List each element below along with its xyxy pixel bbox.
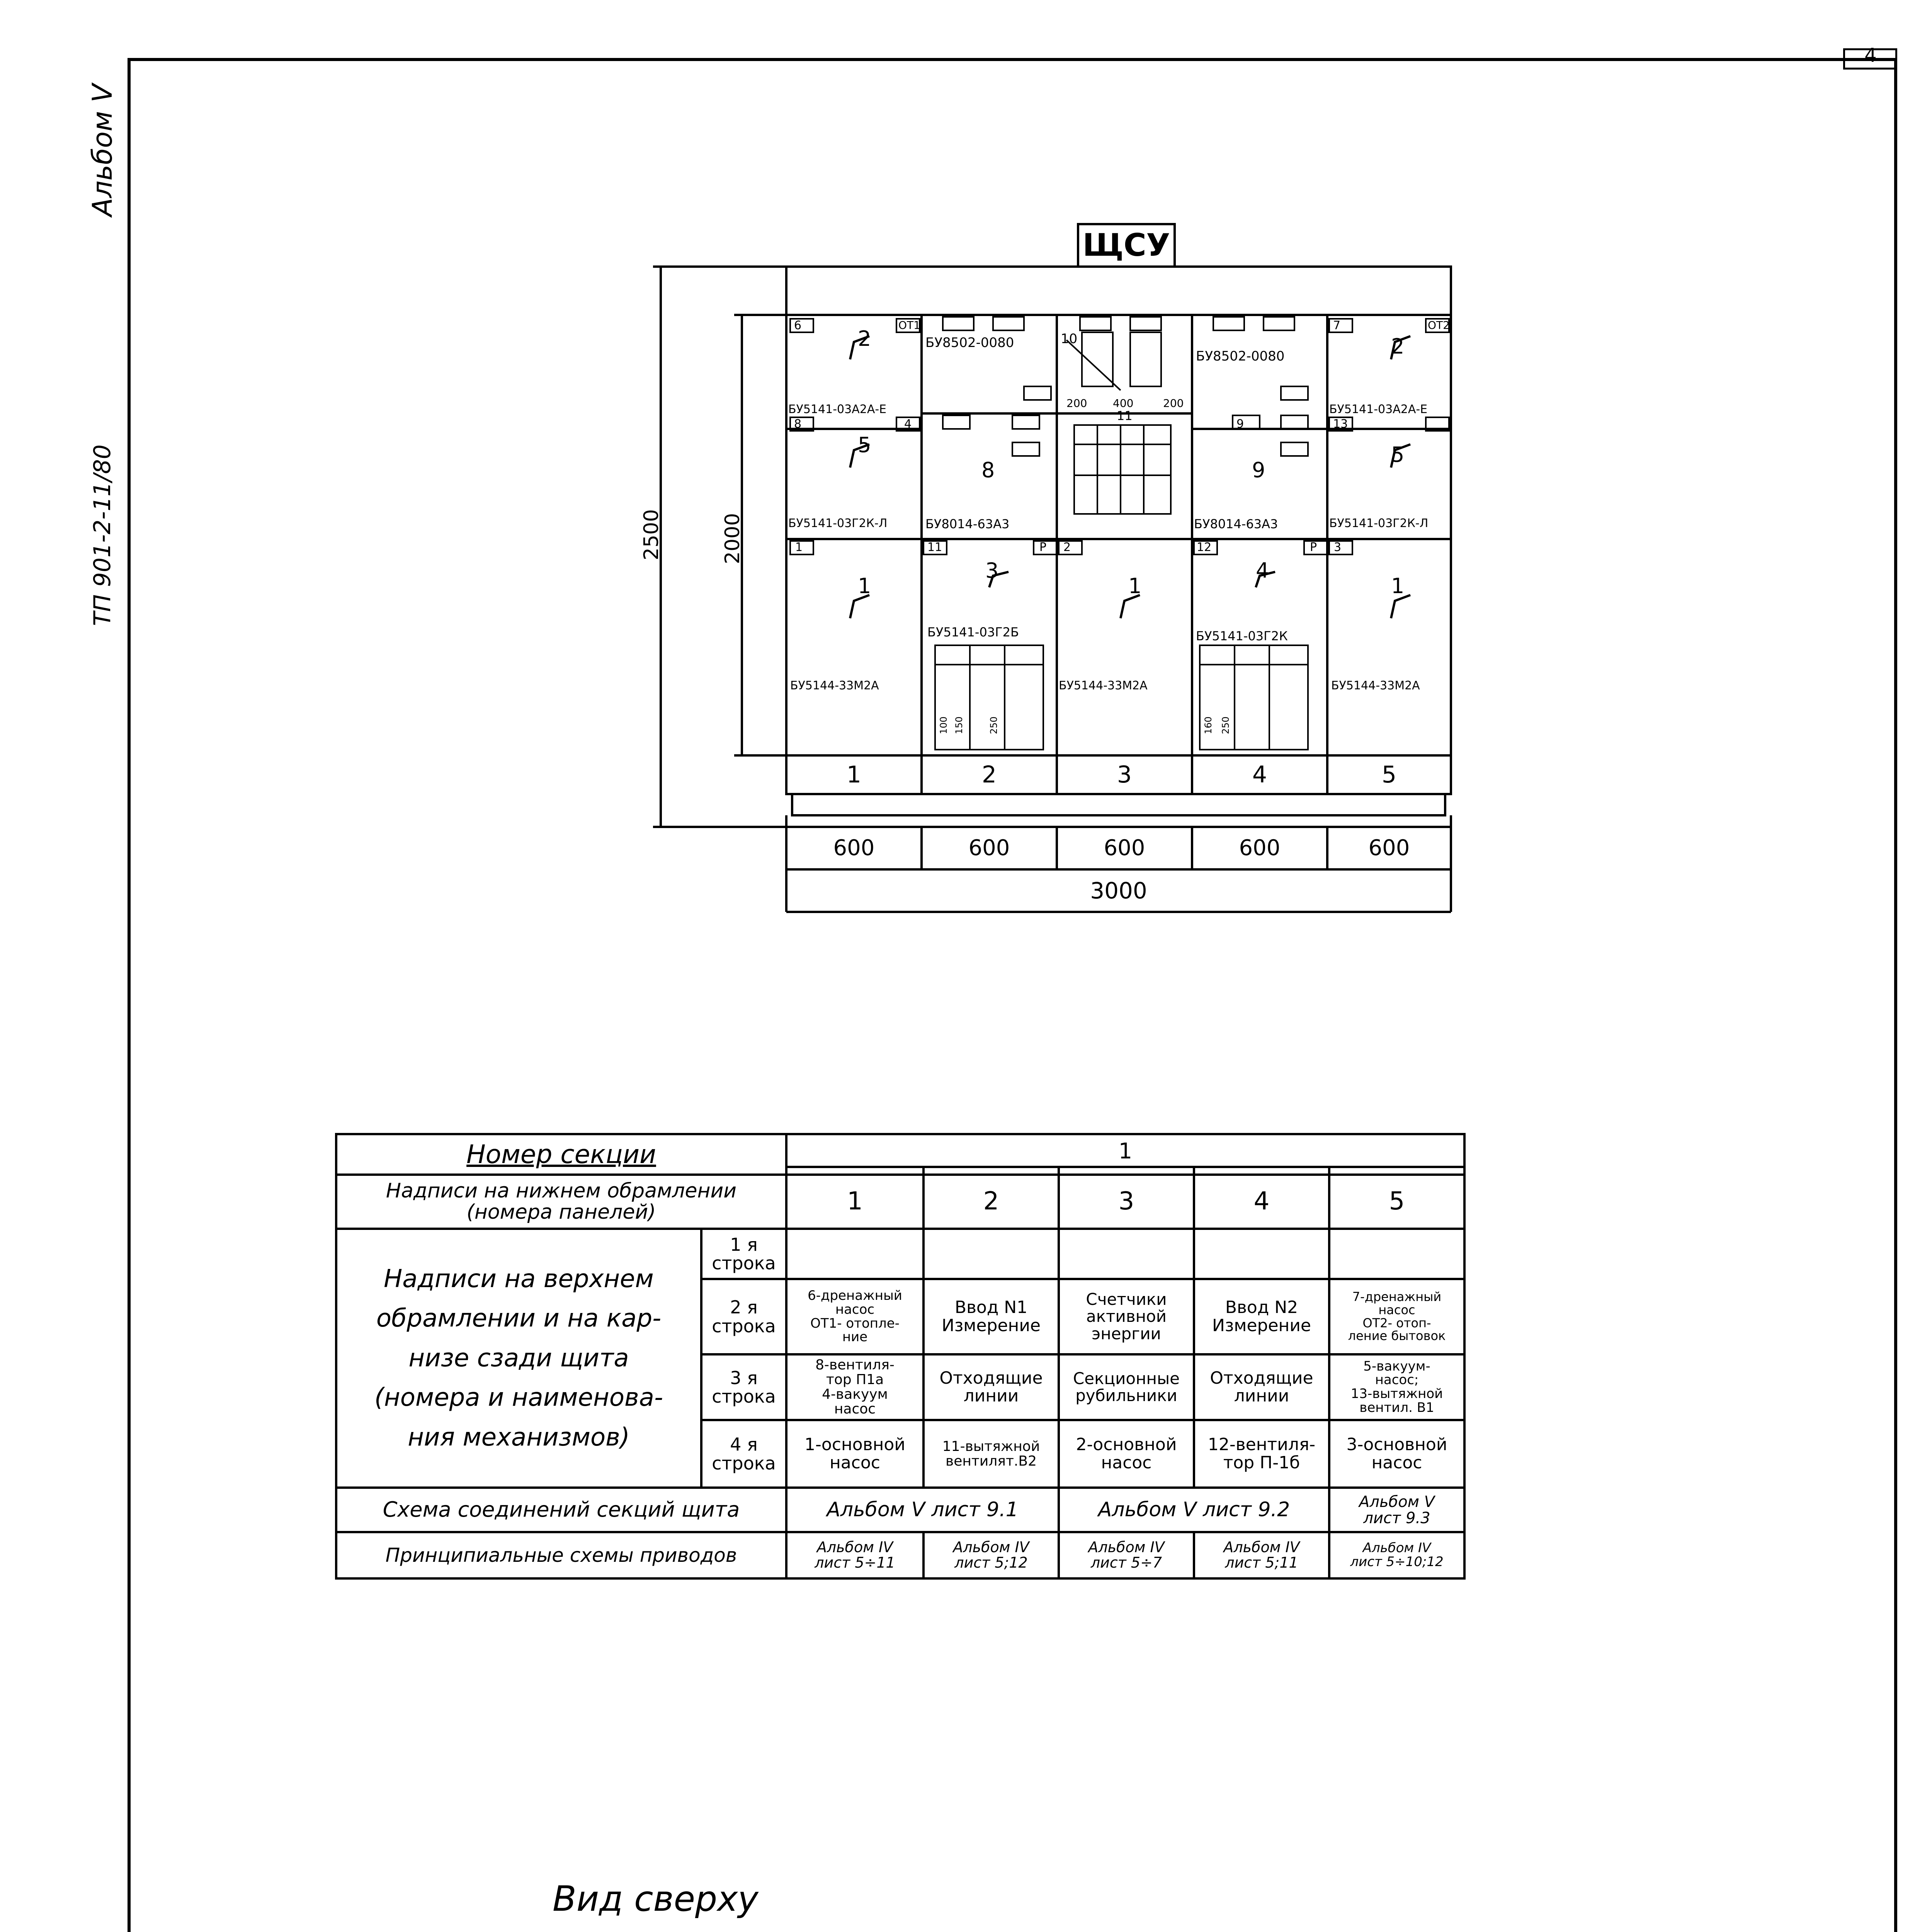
bot-cell-4-type: БУ5141-03Г2К xyxy=(1196,629,1288,643)
bot-cell-2-tag-r: Р xyxy=(1039,541,1047,554)
small-dim-2: 400 xyxy=(1113,397,1134,410)
corner-number: 4 xyxy=(1864,44,1877,66)
mid-cell-5-tag: 13 xyxy=(1333,417,1348,431)
dim-height-total: 2500 xyxy=(640,509,663,560)
small-dim-7: 160 xyxy=(1203,716,1214,734)
cell-r4-c4: 12-вентиля- тор П-1б xyxy=(1208,1435,1316,1473)
table-panel-number-5: 5 xyxy=(1389,1187,1405,1216)
row-label-3: 3 я строка xyxy=(712,1367,776,1407)
cell-r2-c4: Ввод N2 Измерение xyxy=(1212,1298,1311,1335)
bot-cell-5-type: БУ5144-33М2А xyxy=(1331,679,1420,692)
top-cell-3-num: 10 xyxy=(1061,331,1078,347)
row-label-2: 2 я строка xyxy=(712,1297,776,1337)
dim-section-2: 600 xyxy=(968,835,1010,861)
small-dim-6: 250 xyxy=(988,716,999,734)
small-dim-5: 150 xyxy=(954,716,964,734)
section-number-4: 4 xyxy=(1252,761,1267,788)
top-cell-1-num: 2 xyxy=(858,327,871,351)
scheme-value-3: Альбом V лист 9.3 xyxy=(1359,1493,1435,1527)
bot-cell-5-tag: 3 xyxy=(1334,541,1342,554)
cell-r3-c4: Отходящие линии xyxy=(1210,1368,1313,1406)
top-cell-5-type: БУ5141-03А2А-Е xyxy=(1329,403,1428,416)
small-dim-8: 250 xyxy=(1220,716,1231,734)
table-bottom-frame-header: Надписи на нижнем обрамлении (номера панелей) xyxy=(386,1179,737,1224)
bot-cell-4-tag: 12 xyxy=(1197,541,1212,554)
row-label-4: 4 я строка xyxy=(712,1434,776,1474)
dim-section-3: 600 xyxy=(1104,835,1145,861)
top-cell-1-type: БУ5141-03А2А-Е xyxy=(788,403,887,416)
bot-cell-3-num: 1 xyxy=(1128,574,1142,598)
mid-cell-2-num: 8 xyxy=(981,458,995,482)
mid-cell-1-num: 5 xyxy=(858,433,871,457)
mid-cell-4-num: 9 xyxy=(1252,458,1265,482)
scheme-value-1: Альбом V лист 9.1 xyxy=(827,1498,1019,1522)
table-top-frame-header: Надписи на верхнем обрамлении и на кар- низе сзади щита (номера и наименова- ния механизмов) xyxy=(374,1265,663,1452)
cell-r2-c2: Ввод N1 Измерение xyxy=(941,1298,1041,1335)
cell-r4-c5: 3-основной насос xyxy=(1346,1435,1447,1473)
top-cell-5-tag: 7 xyxy=(1333,319,1341,332)
bot-cell-4-tag-r: Р xyxy=(1310,541,1317,554)
top-cell-5-tag-r: ОТ2 xyxy=(1428,319,1450,332)
principal-value-4: Альбом IV лист 5;11 xyxy=(1223,1539,1300,1571)
table-panel-number-1: 1 xyxy=(847,1187,863,1216)
top-view-title: Вид сверху xyxy=(553,1879,759,1919)
section-number-2: 2 xyxy=(981,761,997,788)
principal-label: Принципиальные схемы приводов xyxy=(385,1544,737,1566)
small-dim-4: 100 xyxy=(938,716,949,734)
section-number-5: 5 xyxy=(1381,761,1397,788)
table-section-value: 1 xyxy=(1118,1138,1133,1164)
small-dim-3: 200 xyxy=(1163,397,1184,410)
mid-cell-3-num: 11 xyxy=(1117,408,1133,423)
mid-cell-1-tag-r: 4 xyxy=(904,417,912,431)
bot-cell-5-num: 1 xyxy=(1391,574,1405,598)
mid-cell-1-tag: 8 xyxy=(794,417,802,431)
cell-r3-c1: 8-вентиля- тор П1а 4-вакуум насос xyxy=(815,1357,895,1417)
table-section-header: Номер секции xyxy=(466,1139,656,1169)
dim-section-4: 600 xyxy=(1239,835,1281,861)
table-panel-number-2: 2 xyxy=(983,1187,999,1216)
bot-cell-1-type: БУ5144-33М2А xyxy=(790,679,879,692)
cell-r2-c5: 7-дренажный насос ОТ2- отоп- ление бытовок xyxy=(1348,1289,1446,1344)
cell-r3-c3: Секционные рубильники xyxy=(1073,1369,1180,1405)
cell-r4-c2: 11-вытяжной вентилят.В2 xyxy=(942,1438,1040,1469)
small-dim-1: 200 xyxy=(1066,397,1087,410)
section-number-3: 3 xyxy=(1117,761,1132,788)
bot-cell-1-num: 1 xyxy=(858,574,871,598)
principal-value-5: Альбом IV лист 5÷10;12 xyxy=(1350,1540,1444,1570)
bot-cell-2-tag: 11 xyxy=(927,541,942,554)
bot-cell-2-type: БУ5141-03Г2Б xyxy=(927,625,1019,639)
principal-value-2: Альбом IV лист 5;12 xyxy=(953,1539,1029,1571)
panel-title: ЩСУ xyxy=(1082,227,1170,263)
bot-cell-2-num: 3 xyxy=(985,558,999,583)
top-cell-1-tag-r: ОТ1 xyxy=(898,319,920,332)
bot-cell-3-type: БУ5144-33М2А xyxy=(1059,679,1148,692)
mid-cell-4-type: БУ8014-63А3 xyxy=(1194,517,1278,531)
cell-r3-c2: Отходящие линии xyxy=(939,1368,1043,1406)
top-cell-5-num: 2 xyxy=(1391,334,1405,359)
dim-width-total: 3000 xyxy=(1090,877,1147,904)
dim-section-5: 600 xyxy=(1368,835,1410,861)
cell-r2-c1: 6-дренажный насос ОТ1- отопле- ние xyxy=(808,1288,902,1345)
dim-height-inner: 2000 xyxy=(721,513,744,564)
dim-section-1: 600 xyxy=(833,835,875,861)
bot-cell-4-num: 4 xyxy=(1256,558,1269,583)
bot-cell-1-tag: 1 xyxy=(795,541,803,554)
row-label-1: 1 я строка xyxy=(712,1234,776,1274)
album-label: Альбом V xyxy=(87,84,118,216)
side-code: ТП 901-2-11/80 xyxy=(89,444,116,626)
table-panel-number-3: 3 xyxy=(1118,1187,1134,1216)
mid-cell-4-tag: 9 xyxy=(1236,417,1244,431)
principal-value-1: Альбом IV лист 5÷11 xyxy=(815,1539,895,1571)
principal-value-3: Альбом IV лист 5÷7 xyxy=(1088,1539,1165,1571)
bot-cell-3-tag: 2 xyxy=(1063,541,1071,554)
mid-cell-5-num: 5 xyxy=(1391,442,1405,467)
mid-cell-2-type: БУ8014-63А3 xyxy=(925,517,1010,531)
cell-r3-c5: 5-вакуум- насос; 13-вытяжной вентил. В1 xyxy=(1350,1358,1443,1415)
top-cell-2-type: БУ8502-0080 xyxy=(925,335,1014,350)
scheme-label: Схема соединений секций щита xyxy=(383,1497,740,1522)
cell-r4-c1: 1-основной насос xyxy=(804,1435,905,1473)
cell-r4-c3: 2-основной насос xyxy=(1076,1435,1177,1473)
mid-cell-1-type: БУ5141-03Г2К-Л xyxy=(788,517,888,530)
section-number-1: 1 xyxy=(846,761,862,788)
mid-cell-5-type: БУ5141-03Г2К-Л xyxy=(1329,517,1429,530)
top-cell-1-tag: 6 xyxy=(794,319,802,332)
table-panel-number-4: 4 xyxy=(1253,1187,1270,1216)
cell-r2-c3: Счетчики активной энергии xyxy=(1086,1290,1167,1343)
top-cell-4-type: БУ8502-0080 xyxy=(1196,349,1285,364)
scheme-value-2: Альбом V лист 9.2 xyxy=(1098,1498,1290,1522)
